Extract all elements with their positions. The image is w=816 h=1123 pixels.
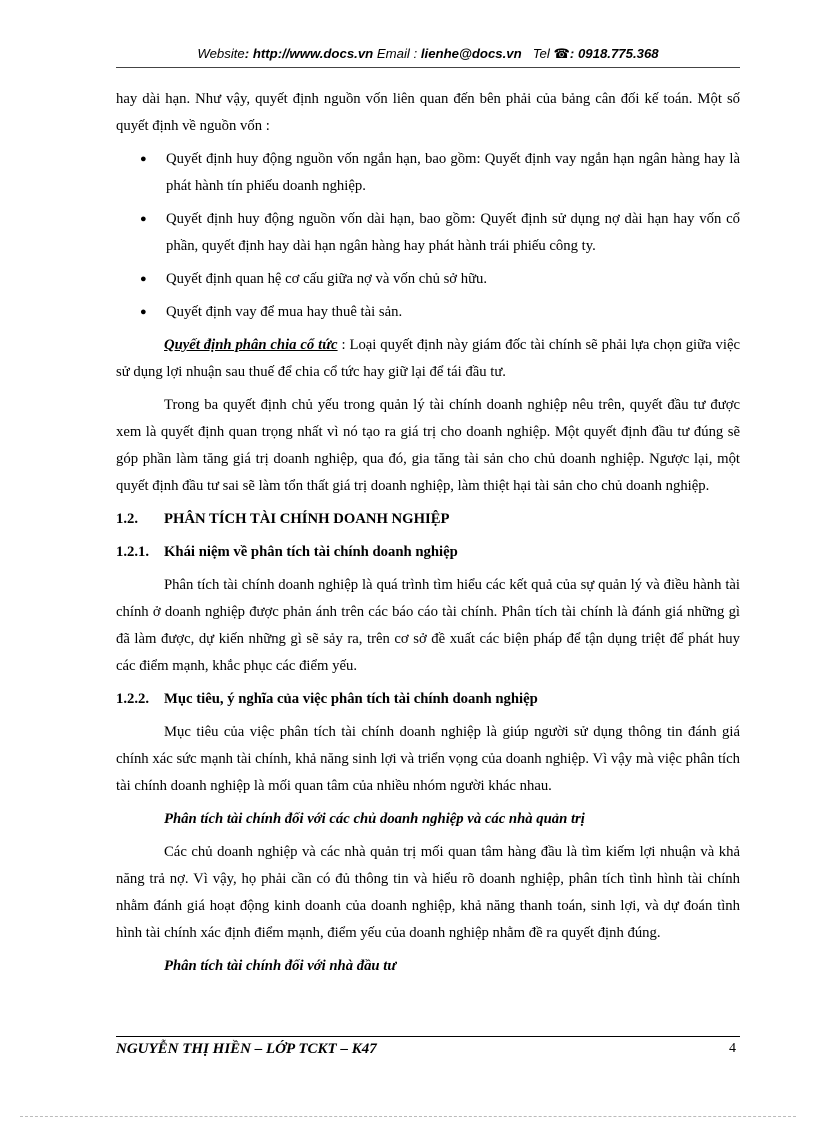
section-title: Khái niệm về phân tích tài chính doanh nghiệp: [164, 544, 458, 560]
section-number: 1.2.: [116, 511, 139, 527]
phone-icon: ☎: [553, 46, 570, 61]
section-title: PHÂN TÍCH TÀI CHÍNH DOANH NGHIỆP: [164, 511, 450, 527]
summary-paragraph: Trong ba quyết định chủ yếu trong quản lý tài chính doanh nghiệp nêu trên, quyết đầu tư được xem là quyết định quan trọng nhất vì nó tạo ra giá trị cho doanh nghiệp. Một quyết định đầu tư đúng sẽ góp phần làm tăng giá trị doanh nghiệp, qua đó, gia tăng tài sản cho chủ doanh nghiệp. Ngược lại, một quyết định đầu tư sai sẽ làm tổn thất giá trị doanh nghiệp, làm thiệt hại tài sản cho chủ doanh nghiệp.: [116, 397, 740, 494]
section-1-2-1-paragraph: Phân tích tài chính doanh nghiệp là quá trình tìm hiểu các kết quả của sự quản lý và điều hành tài chính ở doanh nghiệp được phản ánh trên các báo cáo tài chính. Phân tích tài chính là đánh giá những gì đã làm được, dự kiến những gì sẽ sảy ra, trên cơ sở đề xuất các biện pháp để tận dụng triệt để phát huy các điểm mạnh, khắc phục các điểm yếu.: [116, 577, 740, 674]
page-break-line: [20, 1116, 796, 1117]
dividend-paragraph: [116, 332, 740, 386]
dividend-term: Quyết định phân chia cổ tức: [164, 337, 338, 353]
intro-paragraph: hay dài hạn. Như vậy, quyết định nguồn vốn liên quan đến bên phải của bảng cân đối kế toán. Một số quyết định về nguồn vốn :: [116, 91, 740, 134]
tel-value: : 0918.775.368: [569, 46, 659, 61]
list-item: ● Quyết định huy động nguồn vốn ngắn hạn, bao gồm: Quyết định vay ngắn hạn ngân hàng hay là phát hành tín phiếu doanh nghiệp.: [116, 146, 740, 200]
email-label: Email :: [376, 46, 418, 61]
subheading-owners-managers: Phân tích tài chính đối với các chủ doanh nghiệp và các nhà quản trị: [164, 811, 585, 827]
header-divider: [116, 67, 740, 68]
footer-divider: [116, 1036, 740, 1037]
document-body: [116, 86, 740, 986]
footer-author: NGUYỄN THỊ HIỀN – LỚP TCKT – K47: [116, 1041, 377, 1057]
section-1-2-2-paragraph: Mục tiêu của việc phân tích tài chính doanh nghiệp là giúp người sử dụng thông tin đánh giá chính xác sức mạnh tài chính, khả năng sinh lợi và triển vọng của doanh nghiệp. Vì vậy mà việc phân tích tài chính doanh nghiệp là mối quan tâm của nhiều nhóm người khác nhau.: [116, 724, 740, 794]
owners-managers-paragraph: Các chủ doanh nghiệp và các nhà quản trị mối quan tâm hàng đầu là tìm kiếm lợi nhuận và khả năng trả nợ. Vì vậy, họ phải cần có đủ thông tin và hiểu rõ doanh nghiệp, phân tích tình hình tài chính nhằm đánh giá hoạt động kinh doanh của doanh nghiệp, khả năng thanh toán, sinh lợi, và dự đoán tình hình tài chính xác định điểm mạnh, điểm yếu của doanh nghiệp nhằm đề ra quyết định đúng.: [116, 844, 740, 941]
capital-decisions-list: [116, 146, 740, 326]
page-header: [116, 46, 740, 62]
page-number: 4: [729, 1041, 736, 1056]
tel-label: Tel: [532, 46, 550, 61]
section-title: Mục tiêu, ý nghĩa của việc phân tích tài chính doanh nghiệp: [164, 691, 538, 707]
subheading-investors: Phân tích tài chính đối với nhà đầu tư: [164, 958, 397, 974]
website-link[interactable]: : http://www.docs.vn: [244, 46, 374, 61]
section-1-2-1-heading: [116, 539, 740, 566]
section-1-2-heading: [116, 506, 740, 533]
website-label: Website: [197, 46, 245, 61]
section-number: 1.2.2.: [116, 691, 150, 707]
section-number: 1.2.1.: [116, 544, 150, 560]
dividend-text: : Loại quyết định này giám đốc tài chính sẽ phải lựa chọn giữa việc sử dụng lợi nhuận sau thuế để chia cổ tức hay giữ lại để tái đầu tư.: [116, 337, 740, 380]
list-item: ● Quyết định huy động nguồn vốn dài hạn, bao gồm: Quyết định sử dụng nợ dài hạn hay vốn cổ phần, quyết định hay dài hạn ngân hàng hay phát hành trái phiếu công ty.: [116, 206, 740, 260]
list-item: ● Quyết định quan hệ cơ cấu giữa nợ và vốn chủ sở hữu.: [116, 266, 740, 293]
section-1-2-2-heading: [116, 686, 740, 713]
email-link[interactable]: lienhe@docs.vn: [420, 46, 522, 61]
list-item: ● Quyết định vay để mua hay thuê tài sản.: [116, 299, 740, 326]
